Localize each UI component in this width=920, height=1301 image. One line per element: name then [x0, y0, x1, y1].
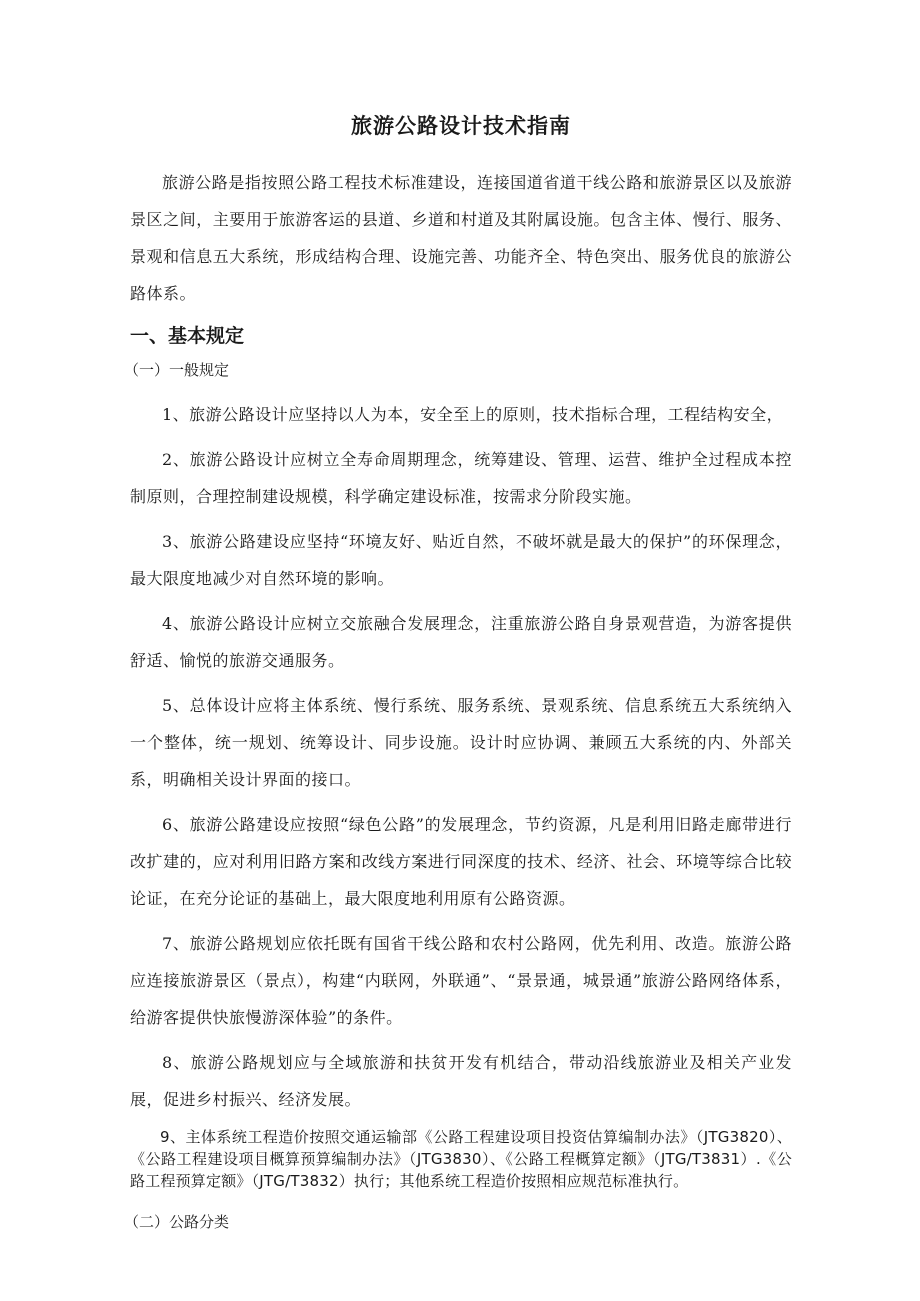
subsection-heading-road-classification: （二）公路分类 — [124, 1213, 230, 1231]
intro-paragraph: 旅游公路是指按照公路工程技术标准建设，连接国道省道干线公路和旅游景区以及旅游景区之间，主要用于旅游客运的县道、乡道和村道及其附属设施。包含主体、慢行、服务、景观和信息五大系统，形成结构合理、设施完善、功能齐全、特色突出、服务优良的旅游公路体系。 — [130, 173, 792, 303]
list-item: 9、主体系统工程造价按照交通运输部《公路工程建设项目投资估算编制办法》（JTG3820）、《公路工程建设项目概算预算编制办法》（JTG3830）、《公路工程概算定额》（JTG/T3831）.《公路工程预算定额》（JTG/T3832）执行；其他系统工程造价按照相应规范标准执行。 — [130, 1128, 792, 1190]
list-item: 2、旅游公路设计应树立全寿命周期理念，统筹建设、管理、运营、维护全过程成本控制原则，合理控制建设规模，科学确定建设标准，按需求分阶段实施。 — [130, 450, 792, 506]
list-item: 3、旅游公路建设应坚持“环境友好、贴近自然，不破坏就是最大的保护”的环保理念，最大限度地减少对自然环境的影响。 — [130, 532, 792, 588]
section-heading-basic-rules: 一、基本规定 — [130, 325, 245, 347]
list-item: 7、旅游公路规划应依托既有国省干线公路和农村公路网，优先利用、改造。旅游公路应连接旅游景区（景点），构建“内联网，外联通”、“景景通，城景通”旅游公路网络体系，给游客提供快旅慢游深体验”的条件。 — [130, 934, 792, 1027]
list-item: 5、总体设计应将主体系统、慢行系统、服务系统、景观系统、信息系统五大系统纳入一个整体，统一规划、统筹设计、同步设施。设计时应协调、兼顾五大系统的内、外部关系，明确相关设计界面的接口。 — [130, 696, 792, 789]
list-item: 4、旅游公路设计应树立交旅融合发展理念，注重旅游公路自身景观营造，为游客提供舒适、愉悦的旅游交通服务。 — [130, 614, 792, 670]
list-item: 1、旅游公路设计应坚持以人为本，安全至上的原则，技术指标合理，工程结构安全， — [162, 405, 784, 424]
list-item: 8、旅游公路规划应与全域旅游和扶贫开发有机结合，带动沿线旅游业及相关产业发展，促进乡村振兴、经济发展。 — [130, 1053, 792, 1109]
list-item: 6、旅游公路建设应按照“绿色公路”的发展理念，节约资源，凡是利用旧路走廊带进行改扩建的，应对利用旧路方案和改线方案进行同深度的技术、经济、社会、环境等综合比较论证，在充分论证的基础上，最大限度地利用原有公路资源。 — [130, 815, 792, 908]
subsection-heading-general: （一）一般规定 — [124, 361, 230, 379]
document-title: 旅游公路设计技术指南 — [351, 114, 571, 138]
